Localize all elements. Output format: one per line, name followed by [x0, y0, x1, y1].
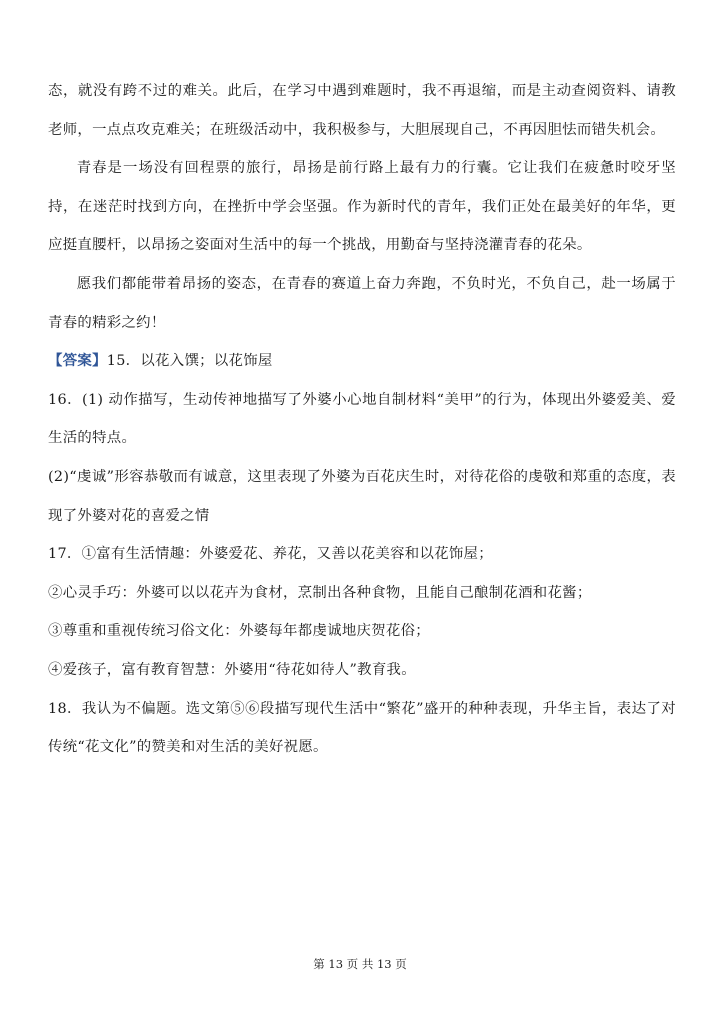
- answer-tag: 【答案】: [48, 352, 107, 370]
- answer-15-text: 15．以花入馔；以花饰屋: [106, 353, 273, 370]
- answer-17-item-4: ④爱孩子，富有教育智慧：外婆用“待花如待人”教育我。: [48, 661, 416, 678]
- essay-paragraph-2: 青春是一场没有回程票的旅行，昂扬是前行路上最有力的行囊。它让我们在疲惫时咬牙坚持，在迷茫时找到方向，在挫折中学会坚强。作为新时代的青年，我们正处在最美好的年华，更应挺直腰杆，以昂扬之姿面对生活中的每一个挑战，用勤奋与坚持浇灌青春的花朵。: [48, 160, 676, 254]
- page-content: [48, 72, 676, 767]
- page-footer: 第 13 页 共 13 页: [313, 957, 407, 971]
- essay-paragraph-3: 愿我们都能带着昂扬的姿态，在青春的赛道上奋力奔跑，不负时光，不负自己，赴一场属于青春的精彩之约！: [48, 275, 676, 331]
- essay-paragraph-1: 态，就没有跨不过的难关。此后，在学习中遇到难题时，我不再退缩，而是主动查阅资料、请教老师，一点点攻克难关；在班级活动中，我积极参与，大胆展现自己，不再因胆怯而错失机会。: [48, 83, 676, 138]
- answer-line-15: [48, 342, 676, 381]
- answer-17-item-3: ③尊重和重视传统习俗文化：外婆每年都虔诚地庆贺花俗；: [48, 623, 430, 640]
- answer-16-part-2: (2)“虔诚”形容恭敬而有诚意，这里表现了外婆为百花庆生时，对待花俗的虔敬和郑重的态度，表现了外婆对花的喜爱之情: [48, 468, 676, 524]
- answer-18: 18．我认为不偏题。选文第⑤⑥段描写现代生活中“繁花”盛开的种种表现，升华主旨，表达了对传统“花文化”的赞美和对生活的美好祝愿。: [48, 700, 676, 756]
- answer-16-part-1: 16．(1) 动作描写，生动传神地描写了外婆小心地自制材料“美甲”的行为，体现出外婆爱美、爱生活的特点。: [48, 391, 676, 447]
- answer-17-item-1: 17．①富有生活情趣：外婆爱花、养花，又善以花美容和以花饰屋；: [48, 546, 493, 563]
- answer-17-item-2: ②心灵手巧：外婆可以以花卉为食材，烹制出各种食物，且能自己酿制花酒和花酱；: [48, 584, 592, 601]
